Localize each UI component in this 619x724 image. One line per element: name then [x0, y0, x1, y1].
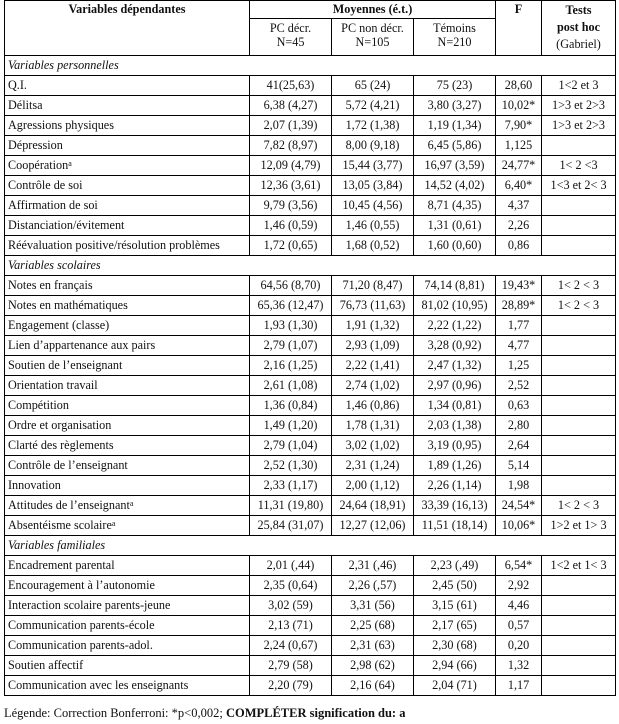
- row-label: Encouragement à l’autonomie: [8, 578, 155, 592]
- group-name: PC décr.: [269, 21, 312, 35]
- post-hoc-value: [542, 316, 616, 336]
- value-group3: 3,80 (3,27): [414, 96, 496, 116]
- table-row: [5, 276, 616, 296]
- value-group3: 6,45 (5,86): [414, 136, 496, 156]
- value-group3: 2,23 (,49): [414, 556, 496, 576]
- value-group2: 1,72 (1,38): [332, 116, 414, 136]
- post-hoc-value: [542, 476, 616, 496]
- header-tests-line3: (Gabriel): [556, 37, 601, 51]
- row-label-cell: [5, 636, 250, 656]
- value-group2: 2,74 (1,02): [332, 376, 414, 396]
- f-value: 1,77: [496, 316, 542, 336]
- value-group2: 2,98 (62): [332, 656, 414, 676]
- value-group2: 2,26 (,57): [332, 576, 414, 596]
- value-group1: 1,49 (1,20): [250, 416, 332, 436]
- f-value: 2,64: [496, 436, 542, 456]
- value-group1: 11,31 (19,80): [250, 496, 332, 516]
- value-group2: 71,20 (8,47): [332, 276, 414, 296]
- post-hoc-value: [542, 236, 616, 256]
- table-row: [5, 476, 616, 496]
- value-group2: 8,00 (9,18): [332, 136, 414, 156]
- value-group3: 2,94 (66): [414, 656, 496, 676]
- value-group1: 2,35 (0,64): [250, 576, 332, 596]
- row-label: Attitudes de l’enseignant: [8, 498, 130, 512]
- value-group1: 2,07 (1,39): [250, 116, 332, 136]
- row-label: Q.I.: [8, 78, 27, 92]
- group-name: PC non décr.: [341, 21, 404, 35]
- row-label-cell: [5, 136, 250, 156]
- row-label-cell: [5, 496, 250, 516]
- table-row: [5, 96, 616, 116]
- value-group3: 2,03 (1,38): [414, 416, 496, 436]
- post-hoc-value: [542, 336, 616, 356]
- section-title: Variables personnelles: [5, 56, 616, 76]
- value-group3: 74,14 (8,81): [414, 276, 496, 296]
- post-hoc-value: [542, 456, 616, 476]
- value-group2: 3,31 (56): [332, 596, 414, 616]
- table-row: [5, 656, 616, 676]
- row-label: Distanciation/évitement: [8, 218, 125, 232]
- row-label-cell: [5, 516, 250, 536]
- f-value: 10,02*: [496, 96, 542, 116]
- row-label: Notes en français: [8, 278, 93, 292]
- value-group3: 11,51 (18,14): [414, 516, 496, 536]
- group-n: N=210: [437, 35, 472, 49]
- post-hoc-value: 1< 2 < 3: [542, 296, 616, 316]
- value-group3: 14,52 (4,02): [414, 176, 496, 196]
- table-row: [5, 496, 616, 516]
- value-group1: 1,93 (1,30): [250, 316, 332, 336]
- table-row: [5, 676, 616, 696]
- table-row: [5, 576, 616, 596]
- value-group1: 2,79 (1,04): [250, 436, 332, 456]
- f-value: 0,57: [496, 616, 542, 636]
- f-value: 24,77*: [496, 156, 542, 176]
- group-n: N=105: [355, 35, 390, 49]
- header-row: [5, 1, 616, 19]
- row-label-cell: [5, 416, 250, 436]
- group-header-2: [332, 19, 414, 56]
- value-group2: 2,93 (1,09): [332, 336, 414, 356]
- table-row: [5, 376, 616, 396]
- value-group2: 1,46 (0,86): [332, 396, 414, 416]
- row-label: Innovation: [8, 478, 61, 492]
- value-group2: 1,91 (1,32): [332, 316, 414, 336]
- f-value: 6,54*: [496, 556, 542, 576]
- post-hoc-value: [542, 396, 616, 416]
- table-row: [5, 396, 616, 416]
- value-group3: 2,47 (1,32): [414, 356, 496, 376]
- post-hoc-value: 1< 2 < 3: [542, 276, 616, 296]
- post-hoc-value: 1>3 et 2>3: [542, 116, 616, 136]
- post-hoc-value: [542, 416, 616, 436]
- post-hoc-value: [542, 356, 616, 376]
- value-group1: 65,36 (12,47): [250, 296, 332, 316]
- value-group3: 2,22 (1,22): [414, 316, 496, 336]
- value-group1: 25,84 (31,07): [250, 516, 332, 536]
- post-hoc-value: [542, 436, 616, 456]
- group-header-1: [250, 19, 332, 56]
- value-group3: 2,30 (68): [414, 636, 496, 656]
- table-row: [5, 596, 616, 616]
- row-label-cell: [5, 76, 250, 96]
- f-value: 28,89*: [496, 296, 542, 316]
- f-value: 1,125: [496, 136, 542, 156]
- row-label-cell: [5, 156, 250, 176]
- value-group1: 2,33 (1,17): [250, 476, 332, 496]
- table-row: [5, 296, 616, 316]
- f-value: 19,43*: [496, 276, 542, 296]
- f-value: 2,52: [496, 376, 542, 396]
- row-label-cell: [5, 216, 250, 236]
- value-group3: 2,17 (65): [414, 616, 496, 636]
- value-group1: 2,52 (1,30): [250, 456, 332, 476]
- value-group3: 2,97 (0,96): [414, 376, 496, 396]
- header-f: F: [496, 1, 542, 56]
- legend-bold: COMPLÉTER signification du: a: [225, 706, 406, 720]
- legend-prefix: Légende: Correction Bonferroni: *p<0,002;: [4, 706, 223, 720]
- value-group1: 2,01 (,44): [250, 556, 332, 576]
- header-variables: Variables dépendantes: [5, 1, 250, 56]
- value-group2: 1,78 (1,31): [332, 416, 414, 436]
- value-group1: 6,38 (4,27): [250, 96, 332, 116]
- row-label: Interaction scolaire parents-jeune: [8, 598, 171, 612]
- group-header-3: [414, 19, 496, 56]
- row-label: Notes en mathématiques: [8, 298, 128, 312]
- value-group2: 1,46 (0,55): [332, 216, 414, 236]
- table-row: [5, 136, 616, 156]
- f-value: 24,54*: [496, 496, 542, 516]
- value-group3: 2,26 (1,14): [414, 476, 496, 496]
- row-label-cell: [5, 296, 250, 316]
- value-group2: 76,73 (11,63): [332, 296, 414, 316]
- row-label: Dépression: [8, 138, 63, 152]
- value-group2: 12,27 (12,06): [332, 516, 414, 536]
- value-group1: 2,20 (79): [250, 676, 332, 696]
- table-row: [5, 436, 616, 456]
- f-value: 4,37: [496, 196, 542, 216]
- value-group1: 2,24 (0,67): [250, 636, 332, 656]
- row-label-cell: [5, 376, 250, 396]
- post-hoc-value: [542, 596, 616, 616]
- value-group3: 3,15 (61): [414, 596, 496, 616]
- value-group1: 2,79 (1,07): [250, 336, 332, 356]
- f-value: 2,80: [496, 416, 542, 436]
- table-row: [5, 236, 616, 256]
- post-hoc-value: 1<2 et 1< 3: [542, 556, 616, 576]
- row-label-cell: [5, 176, 250, 196]
- row-label: Délitsa: [8, 98, 43, 112]
- f-value: 1,98: [496, 476, 542, 496]
- f-value: 1,32: [496, 656, 542, 676]
- section-title: Variables scolaires: [5, 256, 616, 276]
- post-hoc-value: 1>3 et 2>3: [542, 96, 616, 116]
- value-group1: 7,82 (8,97): [250, 136, 332, 156]
- value-group3: 33,39 (16,13): [414, 496, 496, 516]
- value-group1: 2,16 (1,25): [250, 356, 332, 376]
- post-hoc-value: [542, 376, 616, 396]
- f-value: 0,63: [496, 396, 542, 416]
- value-group1: 3,02 (59): [250, 596, 332, 616]
- value-group2: 2,31 (63): [332, 636, 414, 656]
- post-hoc-value: 1>2 et 1> 3: [542, 516, 616, 536]
- row-label-cell: [5, 616, 250, 636]
- value-group1: 2,79 (58): [250, 656, 332, 676]
- value-group3: 3,19 (0,95): [414, 436, 496, 456]
- row-label-cell: [5, 336, 250, 356]
- table-legend: [4, 706, 405, 721]
- post-hoc-value: [542, 196, 616, 216]
- header-moyennes: Moyennes (é.t.): [250, 1, 496, 19]
- value-group3: 1,34 (0,81): [414, 396, 496, 416]
- value-group3: 1,31 (0,61): [414, 216, 496, 236]
- value-group3: 75 (23): [414, 76, 496, 96]
- table-row: [5, 356, 616, 376]
- value-group1: 12,09 (4,79): [250, 156, 332, 176]
- section-row: [5, 536, 616, 556]
- row-label-superscript: a: [129, 499, 134, 508]
- row-label: Contrôle de soi: [8, 178, 83, 192]
- row-label-cell: [5, 456, 250, 476]
- table-row: [5, 156, 616, 176]
- value-group3: 81,02 (10,95): [414, 296, 496, 316]
- value-group1: 1,72 (0,65): [250, 236, 332, 256]
- row-label: Encadrement parental: [8, 558, 115, 572]
- section-row: [5, 256, 616, 276]
- value-group3: 16,97 (3,59): [414, 156, 496, 176]
- f-value: 2,92: [496, 576, 542, 596]
- table-row: [5, 616, 616, 636]
- f-value: 2,26: [496, 216, 542, 236]
- row-label: Affirmation de soi: [8, 198, 98, 212]
- value-group2: 1,68 (0,52): [332, 236, 414, 256]
- value-group3: 1,60 (0,60): [414, 236, 496, 256]
- value-group2: 3,02 (1,02): [332, 436, 414, 456]
- value-group2: 10,45 (4,56): [332, 196, 414, 216]
- f-value: 28,60: [496, 76, 542, 96]
- value-group3: 1,19 (1,34): [414, 116, 496, 136]
- table-row: [5, 336, 616, 356]
- table-row: [5, 76, 616, 96]
- row-label-cell: [5, 116, 250, 136]
- table-row: [5, 176, 616, 196]
- row-label-cell: [5, 436, 250, 456]
- value-group1: 41(25,63): [250, 76, 332, 96]
- value-group1: 64,56 (8,70): [250, 276, 332, 296]
- results-table-container: [4, 0, 615, 696]
- table-row: [5, 556, 616, 576]
- row-label-cell: [5, 356, 250, 376]
- value-group2: 13,05 (3,84): [332, 176, 414, 196]
- group-n: N=45: [276, 35, 305, 49]
- table-row: [5, 216, 616, 236]
- section-title: Variables familiales: [5, 536, 616, 556]
- row-label: Communication parents-école: [8, 618, 155, 632]
- value-group2: 2,00 (1,12): [332, 476, 414, 496]
- f-value: 0,86: [496, 236, 542, 256]
- value-group2: 2,22 (1,41): [332, 356, 414, 376]
- table-row: [5, 416, 616, 436]
- row-label: Soutien affectif: [8, 658, 84, 672]
- row-label: Clarté des règlements: [8, 438, 114, 452]
- table-body: [5, 56, 616, 696]
- post-hoc-value: [542, 616, 616, 636]
- value-group3: 2,04 (71): [414, 676, 496, 696]
- post-hoc-value: 1< 2 < 3: [542, 496, 616, 516]
- table-row: [5, 636, 616, 656]
- row-label-cell: [5, 276, 250, 296]
- value-group1: 1,46 (0,59): [250, 216, 332, 236]
- value-group2: 2,16 (64): [332, 676, 414, 696]
- f-value: 6,40*: [496, 176, 542, 196]
- row-label-cell: [5, 196, 250, 216]
- value-group3: 3,28 (0,92): [414, 336, 496, 356]
- table-row: [5, 456, 616, 476]
- row-label-cell: [5, 576, 250, 596]
- post-hoc-value: 1< 2 <3: [542, 156, 616, 176]
- row-label: Coopération: [8, 158, 69, 172]
- value-group2: 5,72 (4,21): [332, 96, 414, 116]
- post-hoc-value: 1<2 et 3: [542, 76, 616, 96]
- row-label: Agressions physiques: [8, 118, 114, 132]
- row-label: Engagement (classe): [8, 318, 110, 332]
- value-group1: 12,36 (3,61): [250, 176, 332, 196]
- f-value: 5,14: [496, 456, 542, 476]
- f-value: 1,17: [496, 676, 542, 696]
- post-hoc-value: [542, 656, 616, 676]
- value-group1: 2,61 (1,08): [250, 376, 332, 396]
- value-group3: 1,89 (1,26): [414, 456, 496, 476]
- row-label-cell: [5, 96, 250, 116]
- results-table: [4, 0, 616, 696]
- value-group3: 2,45 (50): [414, 576, 496, 596]
- value-group1: 1,36 (0,84): [250, 396, 332, 416]
- row-label-cell: [5, 476, 250, 496]
- value-group2: 15,44 (3,77): [332, 156, 414, 176]
- value-group2: 2,25 (68): [332, 616, 414, 636]
- post-hoc-value: [542, 636, 616, 656]
- section-row: [5, 56, 616, 76]
- row-label-cell: [5, 316, 250, 336]
- table-row: [5, 196, 616, 216]
- post-hoc-value: [542, 576, 616, 596]
- f-value: 4,77: [496, 336, 542, 356]
- row-label: Contrôle de l’enseignant: [8, 458, 128, 472]
- row-label-cell: [5, 596, 250, 616]
- row-label-cell: [5, 656, 250, 676]
- value-group3: 8,71 (4,35): [414, 196, 496, 216]
- row-label-cell: [5, 396, 250, 416]
- header-tests-line1: Tests: [565, 3, 592, 17]
- row-label: Absentéisme scolaire: [8, 518, 112, 532]
- value-group2: 2,31 (1,24): [332, 456, 414, 476]
- row-label: Communication avec les enseignants: [8, 678, 189, 692]
- value-group2: 24,64 (18,91): [332, 496, 414, 516]
- table-row: [5, 516, 616, 536]
- row-label: Soutien de l’enseignant: [8, 358, 123, 372]
- post-hoc-value: 1<3 et 2< 3: [542, 176, 616, 196]
- value-group1: 2,13 (71): [250, 616, 332, 636]
- row-label-superscript: a: [68, 159, 72, 168]
- f-value: 7,90*: [496, 116, 542, 136]
- header-tests: [542, 1, 616, 56]
- header-tests-line2: post hoc: [557, 20, 601, 34]
- f-value: 1,25: [496, 356, 542, 376]
- value-group1: 9,79 (3,56): [250, 196, 332, 216]
- table-row: [5, 116, 616, 136]
- row-label: Communication parents-adol.: [8, 638, 153, 652]
- value-group2: 65 (24): [332, 76, 414, 96]
- row-label: Ordre et organisation: [8, 418, 112, 432]
- f-value: 4,46: [496, 596, 542, 616]
- group-name: Témoins: [433, 21, 476, 35]
- row-label: Réévaluation positive/résolution problèmes: [8, 238, 220, 252]
- f-value: 0,20: [496, 636, 542, 656]
- row-label-cell: [5, 676, 250, 696]
- row-label-superscript: a: [111, 519, 116, 528]
- table-row: [5, 316, 616, 336]
- post-hoc-value: [542, 216, 616, 236]
- row-label: Lien d’appartenance aux pairs: [8, 338, 156, 352]
- value-group2: 2,31 (,46): [332, 556, 414, 576]
- row-label-cell: [5, 236, 250, 256]
- row-label: Orientation travail: [8, 378, 98, 392]
- row-label-cell: [5, 556, 250, 576]
- post-hoc-value: [542, 676, 616, 696]
- row-label: Compétition: [8, 398, 69, 412]
- f-value: 10,06*: [496, 516, 542, 536]
- post-hoc-value: [542, 136, 616, 156]
